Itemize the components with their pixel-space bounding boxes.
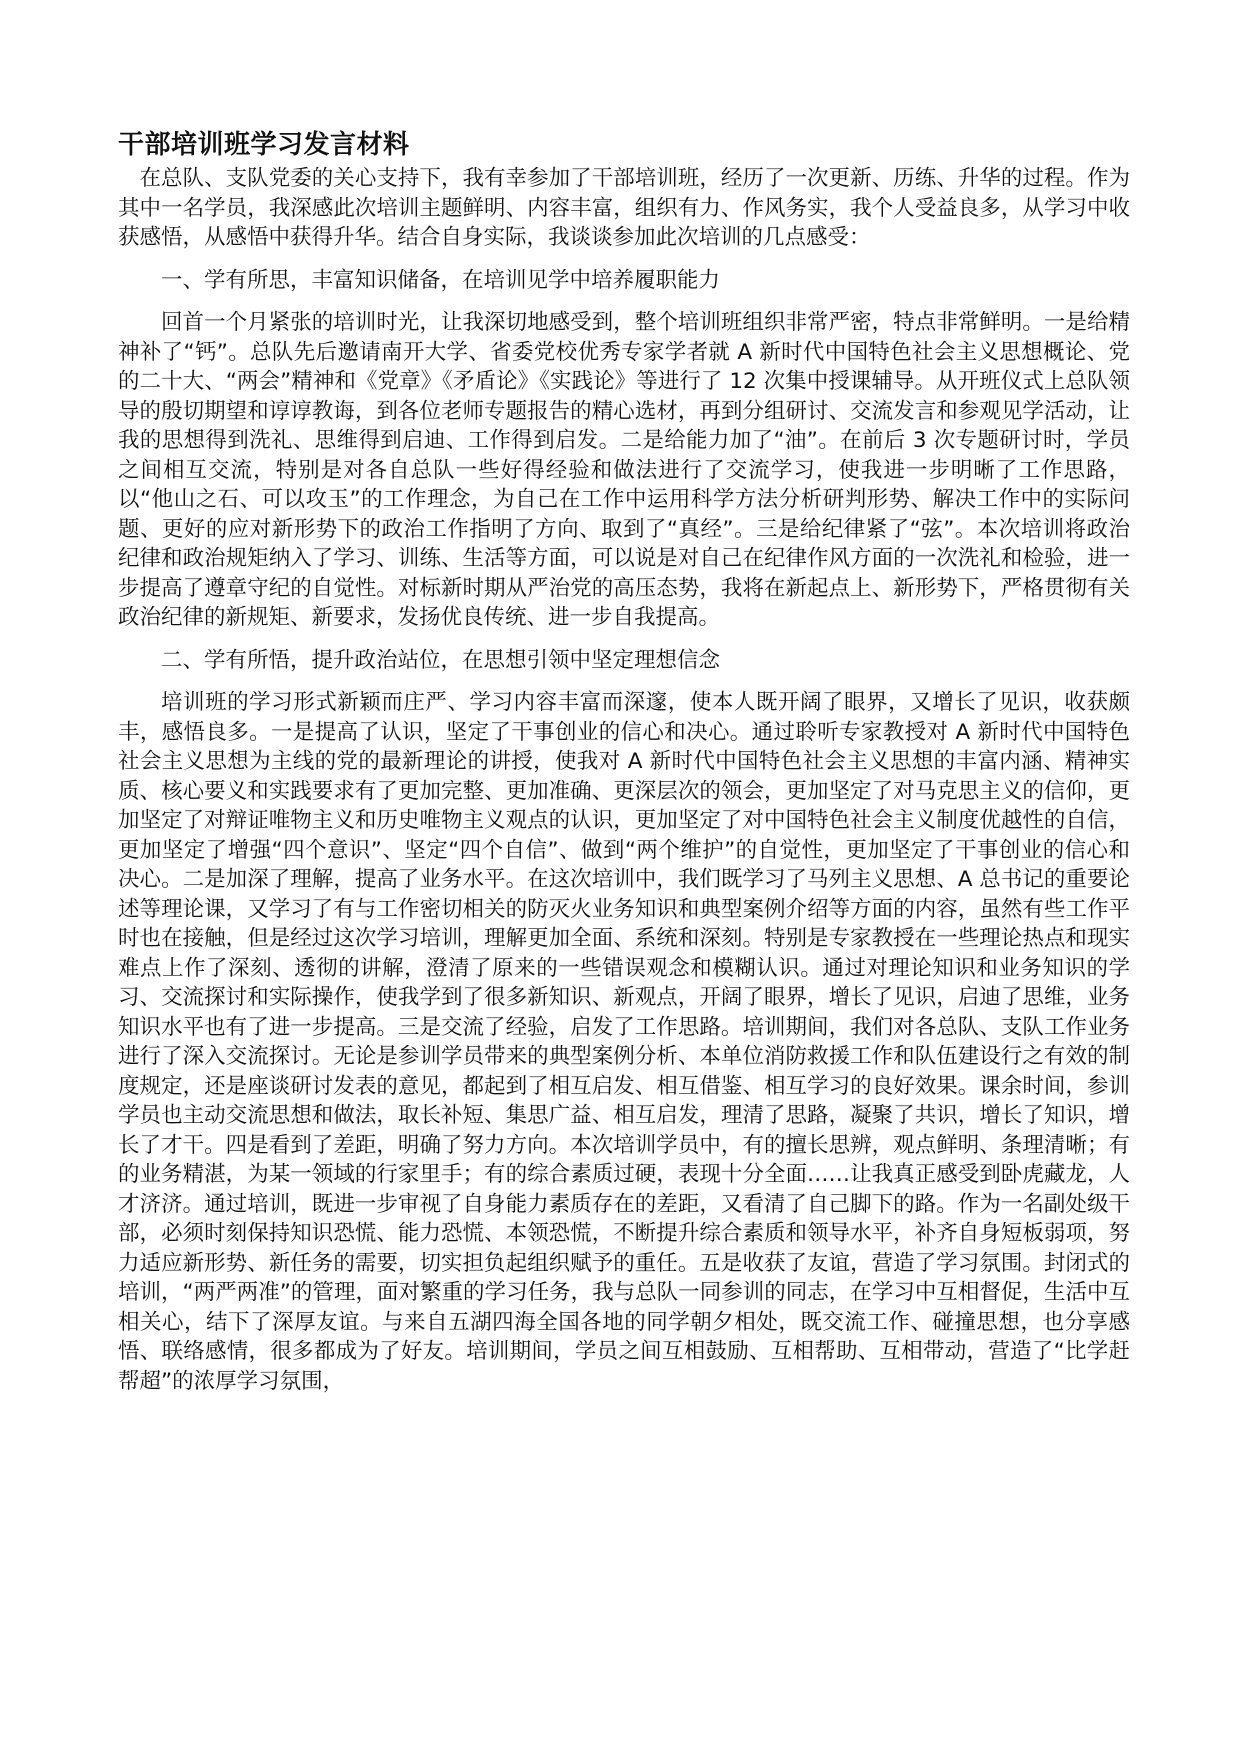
section-2-body: 培训班的学习形式新颖而庄严、学习内容丰富而深邃，使本人既开阔了眼界，又增长了见识，收获颇丰，感悟良多。一是提高了认识，坚定了干事创业的信心和决心。通过聆听专家教授对 A 新时代中国特色社会主义思想为主线的党的最新理论的讲授，使我对 A 新时代中国特色社会主义思想的丰富内涵、精神实质、核心要义和实践要求有了更加完整、更加准确、更深层次的领会，更加坚定了对马克思主义的信仰，更加坚定了对辩证唯物主义和历史唯物主义观点的认识，更加坚定了对中国特色社会主义制度优越性的自信，更加坚定了增强“四个意识”、坚定“四个自信”、做到“两个维护”的自觉性，更加坚定了干事创业的信心和决心。二是加深了理解，提高了业务水平。在这次培训中，我们既学习了马列主义思想、A 总书记的重要论述等理论课，又学习了有与工作密切相关的防灭火业务知识和典型案例介绍等方面的内容，虽然有些工作平时也在接触，但是经过这次学习培训，理解更加全面、系统和深刻。特别是专家教授在一些理论热点和现实难点上作了深刻、透彻的讲解，澄清了原来的一些错误观念和模糊认识。通过对理论知识和业务知识的学习、交流探讨和实际操作，使我学到了很多新知识、新观点，开阔了眼界，增长了见识，启迪了思维，业务知识水平也有了进一步提高。三是交流了经验，启发了工作思路。培训期间，我们对各总队、支队工作业务进行了深入交流探讨。无论是参训学员带来的典型案例分析、本单位消防救援工作和队伍建设行之有效的制度规定，还是座谈研讨发表的意见，都起到了相互启发、相互借鉴、相互学习的良好效果。课余时间，参训学员也主动交流思想和做法，取长补短、集思广益、相互启发，理清了思路，凝聚了共识，增长了知识，增长了才干。四是看到了差距，明确了努力方向。本次培训学员中，有的擅长思辨，观点鲜明、条理清晰；有的业务精湛，为某一领域的行家里手；有的综合素质过硬，表现十分全面……让我真正感受到卧虎藏龙，人才济济。通过培训，既进一步审视了自身能力素质存在的差距，又看清了自己脚下的路。作为一名副处级干部，必须时刻保持知识恐慌、能力恐慌、本领恐慌，不断提升综合素质和领导水平，补齐自身短板弱项，努力适应新形势、新任务的需要，切实担负起组织赋予的重任。五是收获了友谊，营造了学习氛围。封闭式的培训，“两严两准”的管理，面对繁重的学习任务，我与总队一同参训的同志，在学习中互相督促，生活中互相关心，结下了深厚友谊。与来自五湖四海全国各地的同学朝夕相处，既交流工作、碰撞思想，也分享感悟、联络感情，很多都成为了好友。培训期间，学员之间互相鼓励、互相帮助、互相带动，营造了“比学赶帮超”的浓厚学习氛围， (118, 690, 1130, 1394)
section-2-heading: 二、学有所悟，提升政治站位，在思想引领中坚定理想信念 (161, 647, 721, 673)
document-title: 干部培训班学习发言材料 (118, 130, 410, 160)
section-1-heading: 一、学有所思，丰富知识储备，在培训见学中培养履职能力 (161, 267, 721, 293)
section-1-body: 回首一个月紧张的培训时光，让我深切地感受到，整个培训班组织非常严密，特点非常鲜明。一是给精神补了“钙”。总队先后邀请南开大学、省委党校优秀专家学者就 A 新时代中国特色社会主义思想概论、党的二十大、“两会”精神和《党章》《矛盾论》《实践论》等进行了 12 次集中授课辅导。从开班仪式上总队领导的殷切期望和谆谆教诲，到各位老师专题报告的精心选材，再到分组研讨、交流发言和参观见学活动，让我的思想得到洗礼、思维得到启迪、工作得到启发。二是给能力加了“油”。在前后 3 次专题研讨时，学员之间相互交流，特别是对各自总队一些好得经验和做法进行了交流学习，使我进一步明晰了工作思路，以“他山之石、可以攻玉”的工作理念，为自己在工作中运用科学方法分析研判形势、解决工作中的实际问题、更好的应对新形势下的政治工作指明了方向、取到了“真经”。三是给纪律紧了“弦”。本次培训将政治纪律和政治规矩纳入了学习、训练、生活等方面，可以说是对自己在纪律作风方面的一次洗礼和检验，进一步提高了遵章守纪的自觉性。对标新时期从严治党的高压态势，我将在新起点上、新形势下，严格贯彻有关政治纪律的新规矩、新要求，发扬优良传统、进一步自我提高。 (118, 310, 1130, 630)
document-page (118, 128, 1130, 1396)
intro-paragraph: 在总队、支队党委的关心支持下，我有幸参加了干部培训班，经历了一次更新、历练、升华的过程。作为其中一名学员，我深感此次培训主题鲜明、内容丰富，组织有力、作风务实，我个人受益良多，从学习中收获感悟，从感悟中获得升华。结合自身实际，我谈谈参加此次培训的几点感受： (118, 166, 1130, 250)
